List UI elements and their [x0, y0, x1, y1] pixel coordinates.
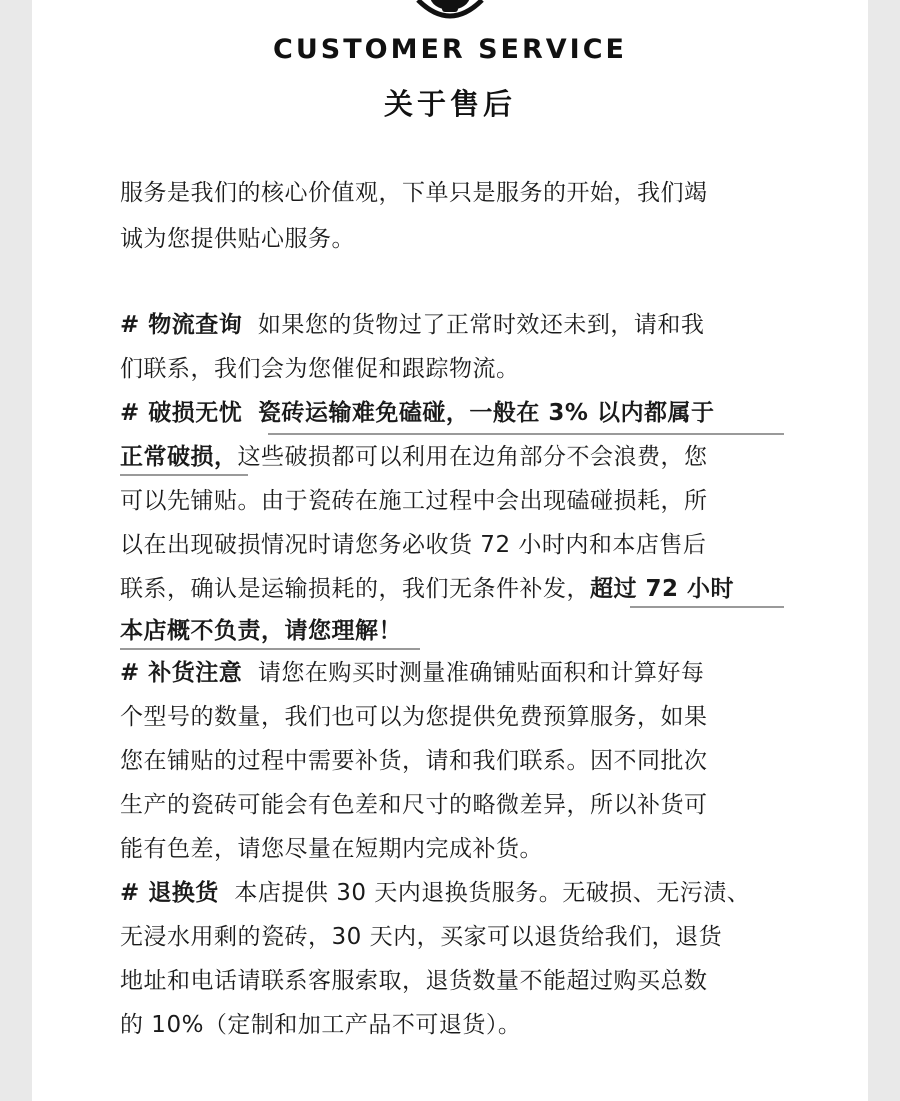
damage-section-line	[120, 388, 714, 438]
page-title-chinese: 关于售后	[383, 87, 516, 121]
intro-line: 诚为您提供贴心服务。	[120, 226, 355, 252]
damage-emphasis: 超过 72 小时	[590, 576, 735, 602]
returns-text-line: 的 10%（定制和加工产品不可退货）。	[120, 1012, 522, 1038]
damage-heading: # 破损无忧	[120, 400, 243, 426]
damage-emphasis: 正常破损，	[120, 444, 238, 470]
damage-text: 联系，确认是运输损耗的，我们无条件补发，	[120, 576, 590, 602]
returns-text-line: 地址和电话请联系客服索取，退货数量不能超过购买总数	[120, 968, 708, 994]
damage-text: 这些破损都可以利用在边角部分不会浪费，您	[237, 444, 708, 470]
returns-text-line: 无浸水用剩的瓷砖，30 天内，买家可以退货给我们，退货	[120, 924, 723, 950]
restock-section-line	[120, 648, 704, 698]
restock-text: 请您在购买时测量准确铺贴面积和计算好每	[257, 660, 705, 686]
returns-heading: # 退换货	[120, 880, 219, 906]
restock-text-line: 生产的瓷砖可能会有色差和尺寸的略微差异，所以补货可	[120, 792, 708, 818]
restock-heading: # 补货注意	[120, 660, 243, 686]
restock-text-line: 个型号的数量，我们也可以为您提供免费预算服务，如果	[120, 704, 708, 730]
restock-text-line: 您在铺贴的过程中需要补货，请和我们联系。因不同批次	[120, 748, 708, 774]
logistics-section-line	[120, 300, 704, 350]
page-title-english: CUSTOMER SERVICE	[273, 34, 627, 65]
damage-emphasis: 瓷砖运输难免磕碰，一般在 3% 以内都属于	[257, 400, 715, 426]
logistics-text: 如果您的货物过了正常时效还未到，请和我	[257, 312, 705, 338]
damage-text-line: 以在出现破损情况时请您务必收货 72 小时内和本店售后	[120, 532, 707, 558]
damage-text-line: 可以先铺贴。由于瓷砖在施工过程中会出现磕碰损耗，所	[120, 488, 708, 514]
customer-service-headset-icon	[404, 0, 496, 22]
returns-section-line	[120, 868, 750, 918]
restock-text-line: 能有色差，请您尽量在短期内完成补货。	[120, 836, 543, 862]
logistics-heading: # 物流查询	[120, 312, 243, 338]
emphasis-underline	[630, 606, 784, 608]
returns-text: 本店提供 30 天内退换货服务。无破损、无污渍、	[234, 880, 751, 906]
logistics-text-line: 们联系，我们会为您催促和跟踪物流。	[120, 356, 520, 382]
damage-emphasis: 本店概不负责，请您理解！	[120, 618, 402, 644]
intro-line: 服务是我们的核心价值观，下单只是服务的开始，我们竭	[120, 180, 708, 206]
